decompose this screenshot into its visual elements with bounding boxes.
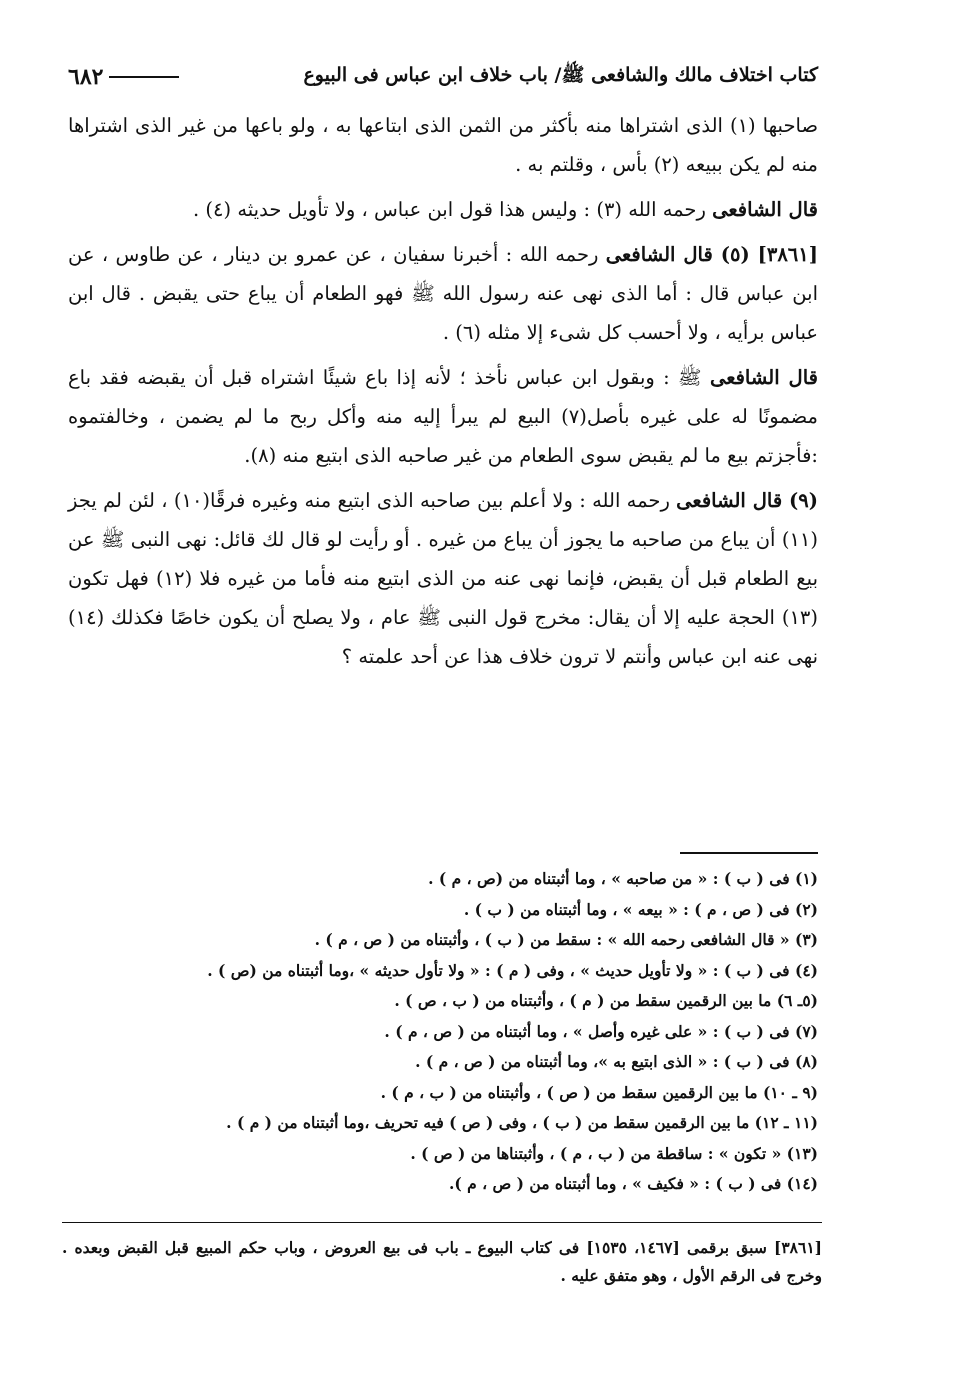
paragraph-text: رحمه الله : ولا أعلم بين صاحبه الذى ابتيع منه وغيره فرقًا(١٠) ، لئن لم يجز (١١) أن يباع من صاحبه ما يجوز أن يباع من غيره . أو رأيت لو قال لك قائل: نهى النبى ﷺ عن بيع الطعام قبل أن يقبض، فإنما نهى عنه من الذى ابتيع منه فأما من غيره فلا (١٢) فهل تكون (١٣) الحجة عليه إلا أن يقال: مخرج قول النبى ﷺ عام ، ولا يصلح أن يكون خاصًا فكذلك (١٤) نهى عنه ابن عباس وأنتم لا ترون خلاف هذا عن أحد علمته ؟ [68, 489, 818, 668]
header-rule [109, 76, 179, 78]
cross-reference-note: [٣٨٦١] سبق برقمى [١٤٦٧، ١٥٣٥] فى كتاب البيوع ـ باب فى بيع العروض ، وباب حكم المبيع قبل القبض وبعده . وخرج فى الرقم الأول ، وهو متفق عليه . [62, 1238, 822, 1285]
footnote: (١) فى ( ب ) : « من صاحبه » ، وما أثبتناه من (ص ، م ) . [428, 869, 818, 888]
paragraph-text: ﷺ : وبقول ابن عباس نأخذ ؛ لأنه إذا باع شيئًا اشتراه قبل أن يقبضه فقد باع مضمونًا له على غيره بأصل(٧) البيع لم يبرأ إليه منه وأكل ربح ما لم يضمن ، وخالفتموه :فأجزتم بيع ما لم يقبض سوى الطعام من غير صاحبه الذى ابتيع منه (٨). [68, 366, 818, 467]
footnote: (٣) « قال الشافعى رحمه الله » : سقط من ( ب ) ، وأثبتناه من ( ص ، م ) . [314, 930, 818, 949]
footnote: (٢) فى ( ص ، م ) : « بيعه » ، وما أثبتناه من ( ب ) . [463, 899, 818, 919]
paragraph-text: صاحبها (١) الذى اشتراها منه بأكثر من الثمن الذى ابتاعها به ، ولو باعها من غير الذى اشتراها منه لم يكن ببيعه (٢) بأس ، وقلتم به . [68, 114, 818, 176]
paragraph [68, 358, 818, 475]
paragraph [68, 190, 818, 229]
paragraph-lead: (٩) قال الشافعى [676, 489, 819, 512]
footnote: (٥ـ ٦) ما بين الرقمين سقط من ( م ) ، وأثبتناه من ( ب ، ص ) . [394, 991, 818, 1010]
footnotes [68, 864, 818, 1200]
footnote: (١٣) « تكون » : ساقطة من ( ب ، م ) ، وأثبتناها من ( ص ) . [410, 1143, 818, 1163]
footnote: (٩ ـ ١٠) ما بين الرقمين سقط من ( ص ) ، وأثبتناه من ( ب ، م ) . [380, 1082, 818, 1102]
paragraph [68, 235, 818, 352]
footnote: (١١ ـ ١٢) ما بين الرقمين سقط من ( ب ) ، وفى ( ص ) فيه تحريف ،وما أثبتناه من ( م ) . [226, 1113, 818, 1132]
footnote: (٤) فى ( ب ) : « ولا تأويل حديث » ، وفى ( م ) : « ولا تأول حديثه » ،وما أثبتناه من (ص ) . [207, 960, 818, 980]
page-number: ٦٨٢ [68, 64, 104, 90]
footnote: (١٤) فى ( ب ) : « فكيف » ، وما أثبتناه من ( ص ، م ). [449, 1174, 818, 1193]
paragraph [68, 481, 818, 676]
cross-reference-rule [62, 1222, 822, 1223]
paragraph-lead: [٣٨٦١] (٥) قال الشافعى [605, 243, 818, 266]
footnote-rule [680, 852, 818, 854]
paragraph-text: رحمه الله : أخبرنا سفيان ، عن عمرو بن دينار ، عن طاوس ، عن ابن عباس قال : أما الذى نهى عنه رسول الله ﷺ فهو الطعام أن يباع حتى يقبض . قال ابن عباس برأيه ، ولا أحسب كل شىء إلا مثله (٦) . [68, 243, 818, 344]
page-header [68, 60, 818, 94]
main-text [68, 106, 818, 676]
running-title: كتاب اختلاف مالك والشافعى ﷺ/ باب خلاف ابن عباس فى البيوع [303, 64, 818, 86]
paragraph-lead: قال الشافعى [709, 366, 818, 389]
footnote: (٨) فى ( ب ) : « الذى ابتيع به »، وما أثبتناه من ( ص ، م ) . [415, 1052, 818, 1071]
paragraph-lead: قال الشافعى [712, 198, 818, 221]
paragraph [68, 106, 818, 184]
footnote: (٧) فى ( ب ) : « على غيره وأصل » ، وما أثبتناه من ( ص ، م ) . [384, 1021, 818, 1041]
paragraph-text: رحمه الله (٣) : وليس هذا قول ابن عباس ، ولا تأويل حديثه (٤) . [193, 198, 713, 221]
